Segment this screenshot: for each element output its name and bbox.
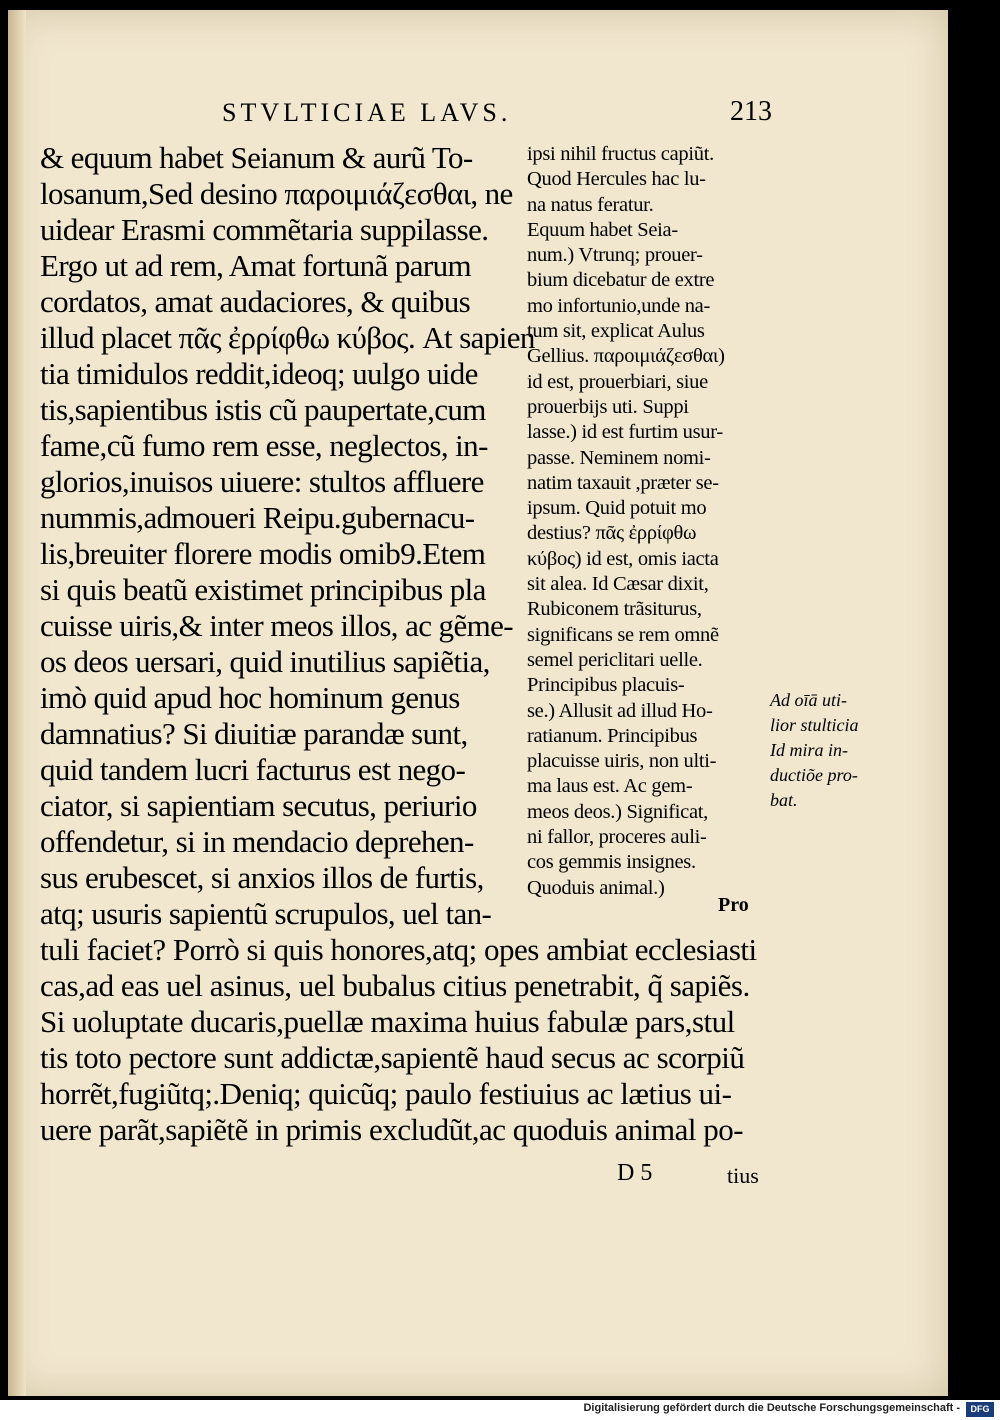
running-head: STVLTICIAE LAVS. xyxy=(222,98,512,127)
commentary-line: significans se rem omnẽ xyxy=(527,623,719,646)
commentary-column xyxy=(527,142,767,901)
main-text-line: cordatos, amat audaciores, & quibus xyxy=(40,284,471,319)
full-width-line: tis toto pectore sunt addictæ,sapientẽ haud secus ac scorpiũ xyxy=(40,1040,745,1075)
full-width-line: Si uoluptate ducaris,puellæ maxima huius fabulæ pars,stul xyxy=(40,1004,735,1039)
commentary-line: semel periclitari uelle. xyxy=(527,648,703,671)
main-text-line: nummis,admoueri Reipu.gubernacu- xyxy=(40,500,475,535)
commentary-line: bium dicebatur de extre xyxy=(527,269,715,292)
commentary-line: Quoduis animal.) xyxy=(527,876,665,899)
main-text-line: illud placet πᾶς ἐρρίφθω κύβος. At sapien xyxy=(40,320,535,355)
commentary-line: destius? πᾶς ἐρρίφθω xyxy=(527,522,697,545)
commentary-line: na natus feratur. xyxy=(527,193,654,216)
main-catchword: tius xyxy=(727,1163,759,1188)
commentary-line: ipsi nihil fructus capiũt. xyxy=(527,143,714,165)
commentary-catchword: Pro xyxy=(718,894,749,916)
main-text-line: offendetur, si in mendacio deprehen- xyxy=(40,824,474,859)
margin-note-line: bat. xyxy=(770,790,798,810)
main-text-line: damnatius? Si diuitiæ parandæ sunt, xyxy=(40,716,468,751)
commentary-line: mo infortunio,unde na- xyxy=(527,294,710,317)
main-text-line: os deos uersari, quid inutilius sapiẽtia, xyxy=(40,644,490,679)
commentary-line: sit alea. Id Cæsar dixit, xyxy=(527,573,709,596)
main-text-line: Ergo ut ad rem, Amat fortunã parum xyxy=(40,248,471,283)
margin-note-line: Id mira in- xyxy=(770,740,848,760)
dfg-logo: DFG xyxy=(966,1402,994,1417)
main-text-line: ciator, si sapientiam secutus, periurio xyxy=(40,788,477,823)
main-text-line: fame,cũ fumo rem esse, neglectos, in- xyxy=(40,428,488,463)
digitization-footer xyxy=(0,1400,1000,1420)
margin-note-line: Ad oīā uti- xyxy=(770,690,847,710)
main-text-line: atq; usuris sapientũ scrupulos, uel tan- xyxy=(40,896,492,931)
main-text-line: imò quid apud hoc hominum genus xyxy=(40,680,460,715)
page-number: 213 xyxy=(730,96,772,127)
main-text-line: quid tandem lucri facturus est nego- xyxy=(40,752,466,787)
commentary-line: Rubiconem trãsiturus, xyxy=(527,598,702,621)
commentary-line: cos gemmis insignes. xyxy=(527,851,696,874)
commentary-line: se.) Allusit ad illud Ho- xyxy=(527,699,713,722)
main-text-line: tia timidulos reddit,ideoq; uulgo uide xyxy=(40,356,478,391)
commentary-line: Gellius. παροιμιάζεσθαι) xyxy=(527,345,725,368)
signature-mark: D 5 xyxy=(617,1160,653,1186)
margin-note-line: lior stulticia xyxy=(770,715,859,735)
margin-note-line: ductiõe pro- xyxy=(770,765,858,785)
commentary-line: Equum habet Seia- xyxy=(527,218,678,241)
footer-credit: Digitalisierung gefördert durch die Deutsche Forschungsgemeinschaft - xyxy=(583,1402,960,1414)
commentary-line: natim taxauit ,præter se- xyxy=(527,471,719,494)
commentary-line: ratianum. Principibus xyxy=(527,724,698,747)
commentary-line: num.) Vtrunq; prouer- xyxy=(527,244,703,267)
main-text-line: glorios,inuisos uiuere: stultos affluere xyxy=(40,464,484,499)
full-width-line: horrẽt,fugiũtq;.Deniq; quicũq; paulo festiuius ac lætius ui- xyxy=(40,1076,732,1111)
commentary-line: ni fallor, proceres auli- xyxy=(527,826,707,849)
full-width-line: tuli faciet? Porrò si quis honores,atq; opes ambiat ecclesiasti xyxy=(40,932,757,967)
main-text-line: & equum habet Seianum & aurũ To- xyxy=(40,140,473,175)
page-gutter xyxy=(8,10,26,1396)
commentary-line: id est, prouerbiari, siue xyxy=(527,370,708,393)
commentary-line: prouerbijs uti. Suppi xyxy=(527,395,689,418)
commentary-line: meos deos.) Significat, xyxy=(527,800,708,823)
main-text-line: cuisse uiris,& inter meos illos, ac gẽme- xyxy=(40,608,514,643)
commentary-line: Principibus placuis- xyxy=(527,674,685,697)
commentary-line: placuisse uiris, non ulti- xyxy=(527,750,717,773)
commentary-line: ma laus est. Ac gem- xyxy=(527,775,693,798)
main-text-line: lis,breuiter florere modis omib9.Etem xyxy=(40,536,486,571)
main-text-line: uidear Erasmi commẽtaria suppilasse. xyxy=(40,212,489,247)
full-width-line: cas,ad eas uel asinus, uel bubalus citius penetrabit, q̃ sapiẽs. xyxy=(40,968,750,1003)
main-text-line: tis,sapientibus istis cũ paupertate,cum xyxy=(40,392,486,427)
commentary-line: κύβος) id est, omis iacta xyxy=(527,547,719,570)
commentary-line: tum sit, explicat Aulus xyxy=(527,320,705,343)
main-text-column xyxy=(40,140,535,932)
commentary-line: Quod Hercules hac lu- xyxy=(527,168,706,191)
main-text-line: sus erubescet, si anxios illos de furtis, xyxy=(40,860,484,895)
full-width-line: uere parãt,sapiẽtẽ in primis excludũt,ac quoduis animal po- xyxy=(40,1112,744,1147)
full-width-text xyxy=(40,932,780,1148)
commentary-line: ipsum. Quid potuit mo xyxy=(527,497,707,520)
margin-note xyxy=(770,688,880,813)
commentary-line: passe. Neminem nomi- xyxy=(527,446,711,469)
main-text-line: si quis beatũ existimet principibus pla xyxy=(40,572,486,607)
commentary-line: lasse.) id est furtim usur- xyxy=(527,421,723,444)
main-text-line: losanum,Sed desino παροιμιάζεσθαι, ne xyxy=(40,176,513,211)
